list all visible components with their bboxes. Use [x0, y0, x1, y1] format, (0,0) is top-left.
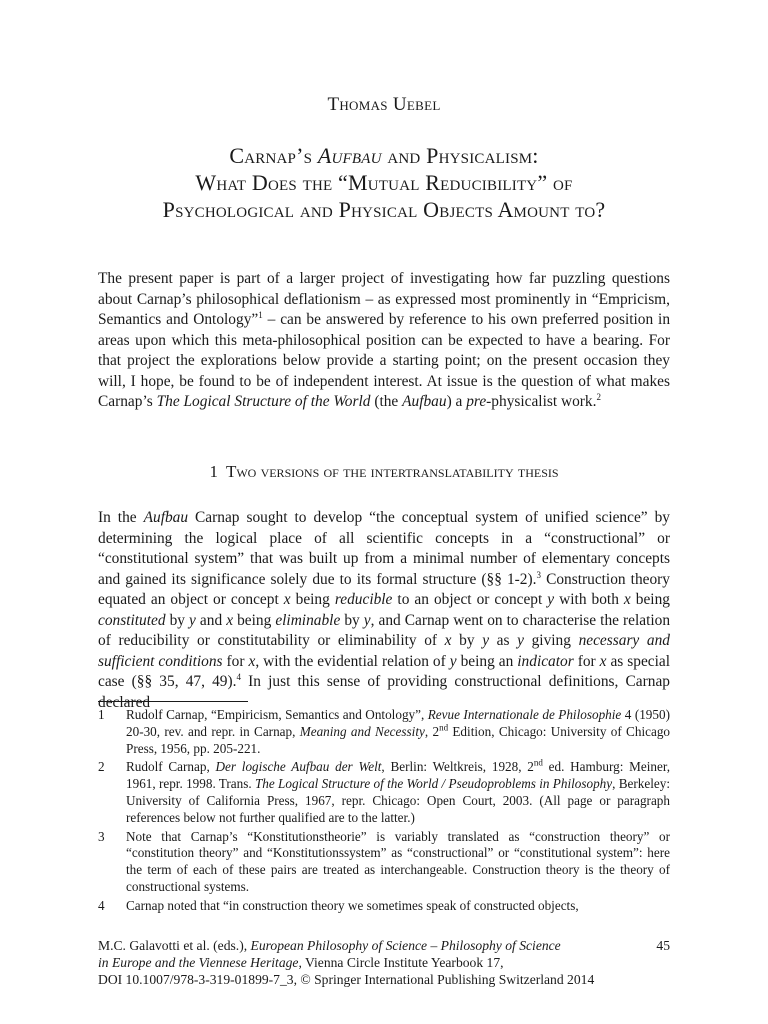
ordinal-suffix: nd: [439, 722, 449, 733]
page-number: 45: [656, 938, 670, 953]
text: – can be answered by reference to his own preferred position in areas upon which this meta-philosophical position can be expected to have a bearing. For that project the explorations below provide a starting point; on the present occasion they will, I hope, be found to be of independent interest. At issue is the question of what makes Carnap’s: [98, 311, 671, 410]
book-title: Der logische Aufbau der Welt: [215, 759, 382, 775]
text: Edition, Chicago: University of Chicago Press, 1956, pp. 205-221.: [126, 723, 671, 756]
text: 4 (1950) 20-30, rev. and repr. in Carnap,: [126, 707, 670, 739]
book-title: The Logical Structure of the World / Pseudoproblems in Philosophy: [254, 776, 613, 792]
text: -physicalist work.: [486, 393, 597, 410]
text: for: [222, 652, 249, 670]
footnote-ref[interactable]: 4: [236, 671, 241, 682]
footnote-divider: [98, 701, 248, 702]
footnote-number: 1: [98, 707, 105, 722]
footnote-number: 4: [98, 897, 105, 913]
section-title: Two versions of the intertranslatability thesis: [225, 462, 559, 481]
variable: x: [226, 611, 234, 629]
title-text: and Physicalism:: [381, 143, 539, 168]
text: The present paper is part of a larger project of investigating how far puzzling questions about Carnap’s philosophical deflationism – as expressed most prominently in “Empricism, Semantics and Ontology”: [98, 270, 670, 328]
variable: y: [517, 632, 524, 649]
text: to an object or concept: [392, 591, 548, 608]
footnote: [98, 707, 670, 757]
citation-line-2: [98, 954, 670, 971]
section-paragraph: [98, 508, 670, 713]
italic-term: reducible: [334, 591, 393, 608]
book-title: European Philosophy of Science – Philosophy of Science: [250, 938, 561, 953]
variable: x: [623, 591, 631, 608]
footnote-ref[interactable]: 3: [536, 569, 541, 580]
italic-term: Aufbau: [402, 393, 447, 410]
text: by: [451, 632, 483, 649]
title-italic: Aufbau: [317, 143, 382, 168]
section-number: 1: [209, 462, 218, 481]
author-name: Thomas Uebel: [327, 94, 441, 115]
text: , Berlin: Weltkreis, 1928, 2: [381, 759, 534, 775]
title-text: Carnap’s: [229, 143, 318, 168]
text: , with the evidential relation of: [255, 652, 450, 670]
variable: x: [283, 591, 291, 608]
footnote-ref[interactable]: 2: [596, 391, 601, 402]
text: In just this sense of providing constructional definitions, Carnap declared: [98, 673, 670, 711]
footnote: [98, 759, 670, 826]
text: as special case (§§ 35, 47, 49).: [98, 652, 671, 690]
variable: y: [189, 611, 196, 629]
text: as: [489, 632, 518, 649]
footnotes: [98, 707, 670, 917]
text: being: [630, 591, 670, 608]
text: Construction theory equated an object or concept: [98, 570, 670, 608]
book-title: in Europe and the Viennese Heritage: [98, 955, 299, 971]
variable: y: [363, 611, 371, 629]
book-title: Meaning and Necessity: [299, 723, 425, 739]
italic-term: Aufbau: [143, 509, 189, 526]
text: for: [573, 652, 600, 670]
doi-line[interactable]: DOI 10.1007/978-3-319-01899-7_3, © Springer International Publishing Switzerland 2014: [98, 972, 595, 988]
book-title: The Logical Structure of the World: [156, 393, 371, 410]
text: In the: [98, 509, 144, 526]
footnote-ref[interactable]: 1: [258, 309, 263, 320]
text: Rudolf Carnap,: [126, 759, 216, 775]
italic-term: constituted: [98, 611, 166, 629]
text: being an: [456, 652, 518, 670]
variable: y: [482, 632, 490, 649]
text: ed. Hamburg: Meiner, 1961, repr. 1998. Trans.: [126, 759, 670, 792]
italic-term: necessary and sufficient conditions: [98, 632, 670, 670]
journal-title: Revue Internationale de Philosophie: [427, 707, 622, 722]
text: M.C. Galavotti et al. (eds.),: [98, 938, 251, 953]
text: being: [290, 591, 335, 608]
footnote-number: 2: [98, 759, 105, 775]
text: , and Carnap went on to characterise the relation of reducibility or constitutability or eliminability of: [98, 611, 671, 649]
text: and: [195, 611, 227, 629]
footnote: [98, 829, 670, 896]
text: by: [165, 611, 190, 629]
variable: y: [547, 591, 555, 608]
variable: x: [599, 652, 607, 670]
text: with both: [554, 591, 624, 608]
citation-line-1: [98, 937, 670, 954]
text: giving: [523, 632, 579, 649]
footnote-text: [126, 759, 670, 826]
title-line-2: What Does the “Mutual Reducibility” of: [195, 170, 573, 195]
footnote-text: Note that Carnap’s “Konstitutionstheorie” is variably translated as “construction theory” or “constitution theory” and “Konstitutionssystem” as “constructional” or “constitutional system”: here the term of each of these pairs are treated as interchangeable. Construction theory is the theory of constructional systems.: [126, 828, 670, 894]
page-footer: [98, 937, 670, 989]
text: being: [233, 611, 276, 629]
text: (the: [370, 393, 403, 410]
text: by: [340, 611, 364, 629]
footnote: [98, 898, 670, 915]
text: , Vienna Circle Institute Yearbook 17,: [298, 955, 504, 971]
text: Carnap sought to develop “the conceptual system of unified science” by determining the logical place of all scientific concepts in a “constructional” or “constitutional system” that was built up from a minimal number of elementary concepts and gained its significance solely due to its formal structure (§§ 1-2).: [98, 509, 670, 588]
footnote-number: 3: [98, 828, 105, 844]
ordinal-suffix: nd: [533, 758, 543, 768]
abstract-paragraph: [98, 269, 670, 413]
italic-term: eliminable: [275, 611, 341, 629]
variable: x: [248, 652, 256, 670]
text: , 2: [424, 723, 440, 739]
italic-term: indicator: [517, 652, 574, 670]
variable: x: [444, 632, 452, 649]
text: ) a: [446, 393, 467, 410]
text: Rudolf Carnap, “Empiricism, Semantics and Ontology”,: [126, 707, 428, 722]
italic-term: pre: [466, 393, 487, 410]
text: , Berkeley: University of California Press, 1967, repr. Chicago: Open Court, 2003. (All page or paragraph references below not further qualified are to the latter.): [126, 776, 670, 825]
footnote-text: [126, 707, 670, 757]
title-line-1: [78, 142, 690, 169]
title-line-3: Psychological and Physical Objects Amount to?: [162, 197, 606, 222]
section-heading: [98, 462, 670, 482]
footnote-text: Carnap noted that “in construction theory we sometimes speak of constructed objects,: [126, 897, 579, 913]
paper-title: [78, 142, 690, 223]
variable: y: [449, 652, 457, 670]
